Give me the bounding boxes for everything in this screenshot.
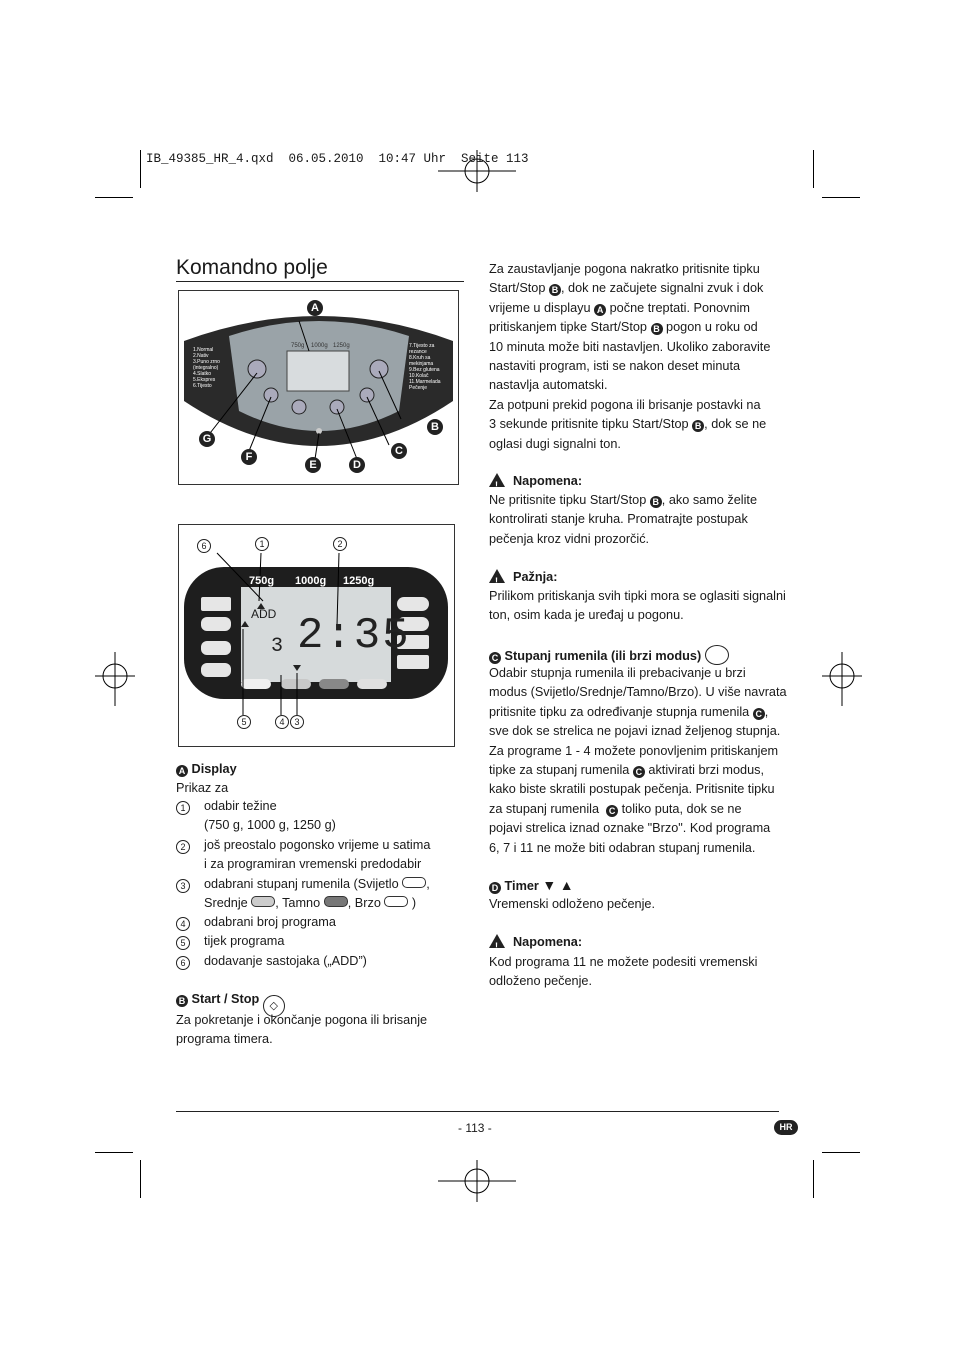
label-a: A [307,300,323,316]
section-c-heading: Stupanj rumenila (ili brzi modus) [504,649,702,663]
program-list-left: 1.Normal 2.Nativ 3.Puno zrno (integralno) 4.Slatko 5.Ekspres 6.Tijesto [193,347,220,389]
label-d: D [349,457,365,473]
display-weight-750: 750g [249,575,275,587]
crop-mark [140,150,141,188]
display-weight-1000: 1000g [295,575,327,587]
crop-mark [813,1160,814,1198]
crop-mark [822,1152,860,1153]
crop-mark [813,150,814,188]
display-add: ADD [251,607,277,621]
display-weight-1250: 1250g [343,575,375,587]
crop-mark [140,1160,141,1198]
section-d [489,876,574,896]
callout-5: 5 [237,715,251,729]
warning-icon [489,473,505,487]
weight-1000: 1000g [311,343,328,349]
section-d-heading: Timer [504,879,539,893]
note-2-heading: Napomena: [513,935,583,949]
label-c: C [391,443,407,459]
start-stop-icon: ◇ [263,995,285,1017]
crop-mark [95,197,133,198]
note-1-text: Ne pritisnite tipku Start/Stop B , ako samo želite kontrolirati stanje kruha. Promatrajte postupak pečenja kroz vidni prozorčić. [489,493,758,546]
note-1-heading-row [489,472,582,491]
warning-icon [489,569,505,583]
browning-icon [705,645,729,665]
warning-icon [489,934,505,948]
section-a-intro: Prikaz za [176,781,229,795]
page-title: Komandno polje [176,256,328,279]
label-a-icon: A [176,765,188,777]
callout-2: 2 [333,537,347,551]
section-c-text: Odabir stupnja rumenila ili prebacivanje u brzi modus (Svijetlo/Srednje/Tamno/Brzo). U više navrata pritisnite tipku za određivanje stupnja rumenila C , sve dok se strelica ne pojavi iznad željenog stupnja. Za programe 1 - 4 možete ponovljenim pritiskanjem tipke za stupanj rumenila C aktivirati brzi modus, kako biste skratili postupak pečenja. Pritisnite tipku za stupanj rumenila C toliko puta, dok se ne pojavi strelica iznad oznake "Brzo". Kod programa 6, 7 i 11 ne može biti odabran stupanj rumenila. [489,666,787,855]
arrow-down-icon: ▼ [542,877,557,893]
note-1-heading: Napomena: [513,474,583,488]
display-time: 2:35 [297,611,411,661]
program-list-right: 7.Tijesto za rezance 8.Kruh sa mekinjama 9.Bez glutena 10.Kolač 11.Marmelada Pečenje [409,343,441,391]
label-e: E [305,457,321,473]
label-d-icon: D [489,882,501,894]
section-a [176,760,237,779]
callout-6: 6 [197,539,211,553]
weight-750: 750g [291,343,305,349]
arrow-up-icon: ▲ [559,877,574,893]
callout-3: 3 [290,715,304,729]
label-c-icon: C [489,652,501,664]
caution-text: Prilikom pritiskanja svih tipki mora se oglasiti signalni ton, osim kada je uređaj u pogonu. [489,589,786,623]
weight-1250: 1250g [333,343,350,349]
crop-mark [822,197,860,198]
registration-mark-bottom [438,1160,516,1202]
label-b-icon: B [176,995,188,1007]
section-b-text-1: Za pokretanje i okončanje pogona ili brisanje [176,1013,428,1027]
control-panel-figure [178,290,459,485]
footer-rule [176,1111,779,1112]
label-b: B [427,419,443,435]
page-number: - 113 - [458,1121,492,1135]
language-badge: HR [774,1120,798,1135]
registration-mark-left [95,652,135,706]
section-d-text: Vremenski odloženo pečenje. [489,897,655,911]
caution-heading-row [489,568,557,587]
title-rule [176,281,464,282]
crop-mark [95,1152,133,1153]
label-f: F [241,449,257,465]
file-header: IB_49385_HR_4.qxd 06.05.2010 10:47 Uhr Seite 113 [146,152,529,166]
section-a-heading: Display [191,762,237,776]
section-b-heading: Start / Stop [191,992,260,1006]
callout-1: 1 [255,537,269,551]
section-b-text-2: programa timera. [176,1032,273,1046]
display-figure [178,524,455,747]
callout-4: 4 [275,715,289,729]
note-2-text: Kod programa 11 ne možete podesiti vremenski odloženo pečenje. [489,955,758,989]
paragraph-1: Za zaustavljanje pogona nakratko pritisnite tipku Start/Stop B , dok ne začujete signalni zvuk i dok vrijeme u displayu A počne treptati. Ponovnim pritiskanjem tipke Start/Stop B pogon u roku od 10 minuta može biti nastavljen. Ukoliko zaboravite nastaviti program, isti se nakon deset minuta nastavlja automatski. [489,262,771,393]
label-g: G [199,431,215,447]
paragraph-2: Za potpuni prekid pogona ili brisanje postavki na 3 sekunde pritisnite tipku Start/Stop B , dok se ne oglasi dugi signalni ton. [489,398,767,451]
registration-mark-right [822,652,862,706]
caution-heading: Pažnja: [513,570,558,584]
display-program: 3 [271,635,284,658]
note-2-heading-row [489,933,582,952]
